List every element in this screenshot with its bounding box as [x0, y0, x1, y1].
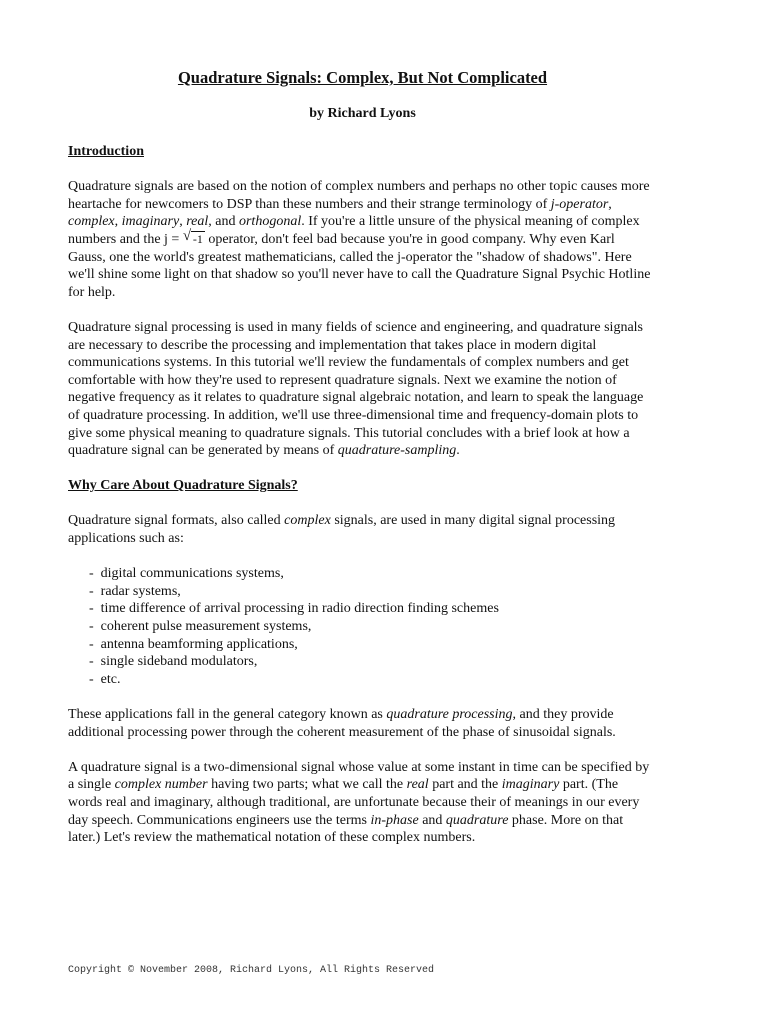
list-item: - etc.: [89, 671, 121, 687]
section-heading-why-care: Why Care About Quadrature Signals?: [68, 478, 298, 494]
intro-paragraph-1: Quadrature signals are based on the notion of complex numbers and perhaps no other topic causes more heartache for newcomers to DSP than these numbers and their strange terminology of j-operator, complex, imaginary, real, and orthogonal. If you're a little unsure of the physical meaning of complex numbers and the j = √ -1 operator, don't feel bad because you're in good company. Why even Karl Gauss, one the world's greatest mathematicians, called the j-operator the "shadow of shadows". Here we'll shine some light on that shadow so you'll never have to call the Quadrature Signal Psychic Hotline for help.: [68, 179, 651, 300]
applications-list: [68, 565, 654, 688]
author-byline: by Richard Lyons: [309, 106, 416, 121]
document-title: Quadrature Signals: Complex, But Not Complicated: [177, 68, 548, 87]
document-body: [68, 143, 654, 847]
why-paragraph-1: Quadrature signal formats, also called complex signals, are used in many digital signal processing applications such as:: [68, 513, 616, 547]
list-item: - time difference of arrival processing in radio direction finding schemes: [89, 601, 499, 617]
why-paragraph-3: A quadrature signal is a two-dimensional signal whose value at some instant in time can be specified by a single complex number having two parts; what we call the real part and the imaginary part. (The words real and imaginary, although traditional, are unfortunate because their of meanings in our every day speech. Communications engineers use the terms in-phase and quadrature phase. More on that later.) Let's review the mathematical notation of these complex numbers.: [68, 759, 650, 846]
list-item: - coherent pulse measurement systems,: [89, 619, 312, 635]
intro-paragraph-2: Quadrature signal processing is used in many fields of science and engineering, and quadrature signals are necessary to describe the processing and implementation that takes place in modern digital communications systems. In this tutorial we'll review the fundamentals of complex numbers and get comfortable with how they're used to represent quadrature signals. Next we examine the notion of negative frequency as it relates to quadrature signal algebraic notation, and learn to speak the language of quadrature processing. In addition, we'll use three-dimensional time and frequency-domain plots to give some physical meaning to quadrature signals. This tutorial concludes with a brief look at how a quadrature signal can be generated by means of quadrature-sampling.: [68, 319, 644, 459]
copyright-footer: Copyright © November 2008, Richard Lyons, All Rights Reserved: [68, 965, 435, 976]
why-paragraph-2: These applications fall in the general category known as quadrature processing, and they provide additional processing power through the coherent measurement of the phase of sinusoidal signals.: [68, 707, 616, 740]
list-item: - antenna beamforming applications,: [89, 636, 298, 652]
section-heading-introduction: Introduction: [68, 144, 144, 159]
list-item: - radar systems,: [89, 583, 181, 599]
list-item: - single sideband modulators,: [89, 654, 258, 670]
list-item: - digital communications systems,: [89, 566, 284, 582]
sqrt-symbol: √ -1: [182, 227, 203, 246]
